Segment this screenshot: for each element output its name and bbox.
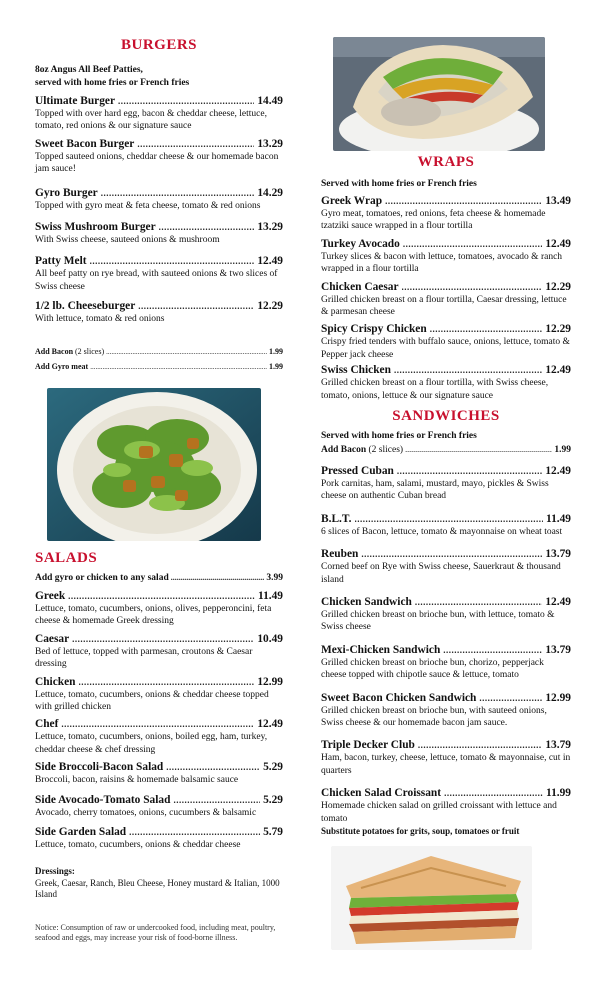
menu-item-caesar-salad xyxy=(35,632,283,671)
item-price: 13.49 xyxy=(545,195,571,207)
item-price: 5.29 xyxy=(263,761,283,774)
item-name: Chicken Salad Croissant xyxy=(321,787,442,800)
salad-plate-icon xyxy=(47,388,261,541)
wrap-photo xyxy=(333,37,545,151)
item-name: Turkey Avocado xyxy=(321,237,400,250)
item-price: 14.49 xyxy=(257,95,283,107)
add-gyro-line: Add Gyro meat ..... 1.99 xyxy=(35,361,283,373)
item-desc: Gyro meat, tomatoes, red onions, feta cheese & homemade tzatziki sauce wrapped in a flour tortilla xyxy=(321,209,546,232)
item-name: Reuben xyxy=(321,548,359,561)
item-price: 12.29 xyxy=(257,300,283,313)
menu-item-mexi-chicken xyxy=(321,643,571,682)
item-name: Mexi-Chicken Sandwich xyxy=(321,643,441,656)
substitute-note: Substitute potatoes for grits, soup, tomatoes or fruit xyxy=(321,826,520,837)
item-price: 12.49 xyxy=(545,364,571,377)
menu-item-sweet-bacon-burger xyxy=(35,137,283,176)
item-desc: Broccoli, bacon, raisins & homemade balsamic sauce xyxy=(35,775,239,786)
item-desc: Grilled chicken breast on a flour tortilla, with Swiss cheese, tomato, onions, lettuce & our signature sauce xyxy=(321,378,549,401)
menu-item-ultimate-burger xyxy=(35,94,283,133)
item-name: Swiss Chicken xyxy=(321,364,391,377)
item-name: Chicken Sandwich xyxy=(321,596,412,609)
item-desc: Topped sauteed onions, cheddar cheese & our homemade bacon jam sauce! xyxy=(35,151,279,175)
item-price: 13.79 xyxy=(545,643,571,656)
item-desc: Topped with over hard egg, bacon & cheddar cheese, lettuce, tomato, red onions & our signature sauce xyxy=(35,109,267,132)
item-name: Chef xyxy=(35,718,59,731)
item-desc: Crispy fried tenders with buffalo sauce, onions, lettuce, tomato & Pepper jack cheese xyxy=(321,337,570,360)
menu-item-garden-salad xyxy=(35,825,283,851)
item-name: Caesar xyxy=(35,632,70,645)
item-price: 14.29 xyxy=(257,186,283,199)
item-name: Triple Decker Club xyxy=(321,739,415,752)
item-name: Side Broccoli-Bacon Salad xyxy=(35,761,164,774)
item-price: 13.79 xyxy=(545,548,571,561)
item-desc: Grilled chicken breast on a flour tortilla, Caesar dressing, lettuce & parmesan cheese xyxy=(321,294,567,318)
item-desc: Lettuce, tomato, cucumbers, onions, olives, pepperoncini, feta cheese & homemade Greek dressing xyxy=(35,604,272,627)
burgers-intro-2: served with home fries or French fries xyxy=(35,78,190,88)
salads-section xyxy=(35,550,283,943)
item-name: Spicy Crispy Chicken xyxy=(321,323,427,336)
item-name: Chicken Caesar xyxy=(321,280,399,293)
item-price: 11.99 xyxy=(546,787,571,800)
left-column xyxy=(35,0,283,373)
burgers-title: BURGERS xyxy=(120,37,198,53)
item-name: Pressed Cuban xyxy=(321,465,394,477)
item-desc: Grilled chicken breast on brioche bun, with lettuce, tomato & Swiss cheese xyxy=(321,610,555,633)
item-price: 12.49 xyxy=(257,718,283,731)
item-price: 12.49 xyxy=(545,465,571,477)
item-desc: Topped with gyro meat & feta cheese, tomato & red onions xyxy=(35,200,261,211)
item-price: 12.29 xyxy=(545,323,571,336)
item-name: Ultimate Burger xyxy=(35,95,116,107)
menu-item-avocado-tomato xyxy=(35,793,283,819)
sandwich-add-bacon: Add Bacon (2 slices) ..... 1.99 xyxy=(321,443,571,457)
item-price: 12.29 xyxy=(545,280,571,293)
menu-item-chicken-salad-croissant xyxy=(321,786,571,825)
item-desc: Corned beef on Rye with Swiss cheese, Sauerkraut & thousand island xyxy=(321,562,561,585)
item-desc: All beef patty on rye bread, with sauteed onions & two slices of Swiss cheese xyxy=(35,269,278,292)
item-desc: 6 slices of Bacon, lettuce, tomato & mayonnaise on wheat toast xyxy=(321,526,563,537)
food-notice: Notice: Consumption of raw or undercooked food, including meat, poultry, seafood and eggs, may increase your risk of food-borne illness. xyxy=(35,922,276,942)
item-desc: Lettuce, tomato, cucumbers, onions, boiled egg, ham, turkey, cheddar cheese & chef dressing xyxy=(35,732,268,755)
menu-item-patty-melt xyxy=(35,254,283,293)
dressings xyxy=(35,865,283,899)
item-desc: With lettuce, tomato & red onions xyxy=(35,314,165,325)
item-price: 12.99 xyxy=(257,675,283,688)
item-name: Greek Wrap xyxy=(321,195,383,207)
menu-item-swiss-chicken xyxy=(321,363,571,402)
wrap-food-icon xyxy=(333,37,545,151)
wraps-intro: Served with home fries or French fries xyxy=(321,179,477,189)
item-desc: Turkey slices & bacon with lettuce, tomatoes, avocado & ranch wrapped in a flour tortilla xyxy=(321,251,563,275)
item-name: Side Garden Salad xyxy=(35,826,127,839)
item-name: Sweet Bacon Burger xyxy=(35,137,135,150)
item-desc: Pork carnitas, ham, salami, mustard, mayo, pickles & Swiss cheese on authentic Cuban bread xyxy=(321,479,549,502)
menu-item-cheeseburger xyxy=(35,299,283,325)
menu-item-broccoli-bacon xyxy=(35,760,283,786)
item-desc: Grilled chicken breast on brioche bun, with sauteed onions, Swiss cheese & our homemade bacon jam sauce. xyxy=(321,705,547,729)
menu-item-chicken-sandwich xyxy=(321,595,571,634)
burgers-intro-1: 8oz Angus All Beef Patties, xyxy=(35,65,143,75)
item-price: 11.49 xyxy=(258,590,283,602)
sandwiches-section xyxy=(321,408,571,838)
item-price: 12.49 xyxy=(545,237,571,250)
item-price: 10.49 xyxy=(257,632,283,645)
menu-item-greek-salad xyxy=(35,589,283,628)
item-desc: Homemade chicken salad on grilled croissant with lettuce and tomato xyxy=(321,801,557,824)
item-name: Side Avocado-Tomato Salad xyxy=(35,793,171,806)
item-price: 5.29 xyxy=(263,793,283,806)
item-name: Gyro Burger xyxy=(35,186,98,199)
menu-item-chicken-salad xyxy=(35,675,283,714)
item-desc: Avocado, cherry tomatoes, onions, cucumbers & balsamic xyxy=(35,807,257,818)
menu-item-turkey-avocado xyxy=(321,237,571,276)
item-desc: Bed of lettuce, topped with parmesan, croutons & Caesar dressing xyxy=(35,646,253,670)
item-price: 13.29 xyxy=(257,137,283,150)
item-desc: Grilled chicken breast on brioche bun, chorizo, pepperjack cheese topped with chipotle sauce & lettuce, tomato xyxy=(321,657,544,681)
menu-item-triple-decker xyxy=(321,738,571,777)
menu-item-swiss-mushroom-burger xyxy=(35,220,283,246)
item-price: 5.79 xyxy=(263,826,283,839)
menu-item-chef-salad xyxy=(35,717,283,756)
dressings-label: Dressings: xyxy=(35,866,75,877)
club-sandwich-photo xyxy=(331,846,532,950)
item-desc: Lettuce, tomato, cucumbers, onions & cheddar cheese xyxy=(35,840,241,851)
item-price: 12.49 xyxy=(545,596,571,609)
menu-item-spicy-crispy-chicken xyxy=(321,322,571,361)
item-desc: Lettuce, tomato, cucumbers, onions & cheddar cheese topped with grilled chicken xyxy=(35,689,269,713)
item-price: 13.29 xyxy=(257,221,283,234)
wraps-title: WRAPS xyxy=(417,154,475,170)
menu-item-sweet-bacon-chicken xyxy=(321,691,571,730)
burger-addons xyxy=(35,346,283,373)
salads-title: SALADS xyxy=(35,550,98,566)
menu-item-chicken-caesar-wrap xyxy=(321,280,571,319)
menu-item-greek-wrap xyxy=(321,194,571,233)
item-name: Swiss Mushroom Burger xyxy=(35,221,156,234)
burgers-list xyxy=(35,94,283,326)
item-price: 12.99 xyxy=(545,691,571,704)
sandwiches-title: SANDWICHES xyxy=(392,408,500,424)
sandwich-food-icon xyxy=(331,846,532,950)
add-bacon-line: Add Bacon (2 slices) ..... 1.99 xyxy=(35,346,283,358)
item-name: 1/2 lb. Cheeseburger xyxy=(35,300,136,313)
item-name: Sweet Bacon Chicken Sandwich xyxy=(321,691,477,704)
item-name: B.L.T. xyxy=(321,512,352,525)
item-price: 12.49 xyxy=(257,255,283,268)
item-desc: Ham, bacon, turkey, cheese, lettuce, tomato & mayonnaise, cut in quarters xyxy=(321,753,571,776)
menu-item-reuben xyxy=(321,547,571,586)
item-name: Greek xyxy=(35,590,66,602)
item-price: 11.49 xyxy=(546,512,571,525)
dressings-list: Greek, Caesar, Ranch, Bleu Cheese, Honey mustard & Italian, 1000 Island xyxy=(35,877,280,899)
menu-item-blt xyxy=(321,512,571,538)
menu-item-pressed-cuban xyxy=(321,464,571,503)
item-name: Chicken xyxy=(35,675,76,688)
salad-add-line: Add gyro or chicken to any salad ..... 3.99 xyxy=(35,571,283,585)
menu-item-gyro-burger xyxy=(35,186,283,212)
wraps-section xyxy=(321,154,571,402)
item-price: 13.79 xyxy=(545,739,571,752)
caesar-salad-photo xyxy=(47,388,261,541)
item-desc: With Swiss cheese, sauteed onions & mushroom xyxy=(35,235,220,246)
sandwiches-intro: Served with home fries or French fries xyxy=(321,431,477,441)
item-name: Patty Melt xyxy=(35,255,87,268)
